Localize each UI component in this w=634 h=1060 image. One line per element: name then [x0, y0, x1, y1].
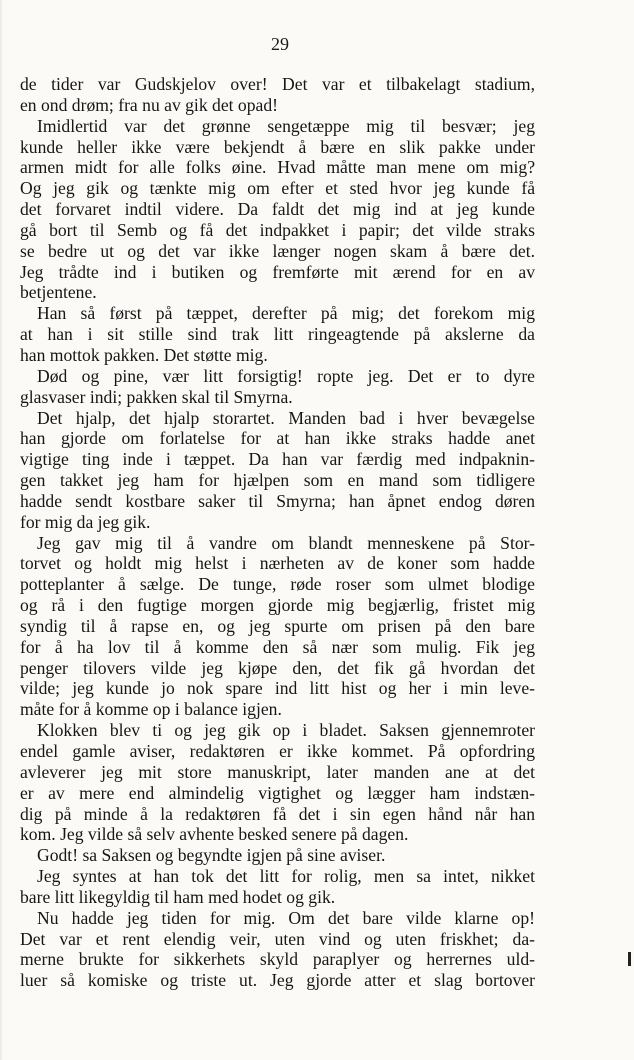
text-line: luer så komiske og triste ut. Jeg gjorde atter et slag bortover: [20, 970, 535, 991]
text-line: hadde sendt kostbare saker til Smyrna; han åpnet endog døren: [20, 490, 535, 511]
text-line: Imidlertid var det grønne sengetæppe mig til besvær; jeg: [37, 115, 535, 136]
text-line: dig på minde å la redaktøren få det i sin egen hånd når han: [20, 803, 535, 824]
text-line: gen takket jeg ham for hjælpen som en mand som tidligere: [20, 470, 535, 491]
text-line: Det hjalp, det hjalp storartet. Manden bad i hver bevægelse: [37, 407, 535, 428]
text-line: penger tilovers vilde jeg kjøpe den, det fik gå hvordan det: [20, 657, 535, 678]
text-line: at han i sit stille sind trak litt ringeagtende på akslerne da: [20, 324, 535, 345]
text-line: betjentene.: [20, 282, 97, 303]
text-line: måte for å komme op i balance igjen.: [20, 699, 282, 720]
text-line: bare litt likegyldig til ham med hodet og gik.: [20, 886, 336, 907]
text-line: Jeg syntes at han tok det litt for rolig, men sa intet, nikket: [37, 866, 535, 887]
text-line: kunde heller ikke være bekjendt å bære en slik pakke under: [20, 136, 535, 157]
text-line: er av mere end almindelig vigtighet og lægger ham indstæn-: [20, 782, 535, 803]
text-line: potteplanter å sælge. De tunge, røde roser som ulmet blodige: [20, 574, 535, 595]
text-line: de tider var Gudskjelov over! Det var et tilbakelagt stadium,: [20, 74, 535, 94]
text-line: en ond drøm; fra nu av gik det opad!: [20, 94, 278, 115]
text-line: Nu hadde jeg tiden for mig. Om det bare vilde klarne op!: [37, 907, 535, 928]
body-text: [20, 74, 535, 991]
text-line: Og jeg gik og tænkte mig om efter et sted hvor jeg kunde få: [20, 178, 535, 199]
text-line: han gjorde om forlatelse for at han ikke straks hadde anet: [20, 428, 535, 449]
text-line: torvet og holdt mig helst i nærheten av de koner som hadde: [20, 553, 535, 574]
text-line: merne brukte for sikkerhets skyld paraplyer og herrernes uld-: [20, 949, 535, 970]
text-line: Jeg gav mig til å vandre om blandt menneskene på Stor-: [37, 532, 535, 553]
text-line: armen midt for alle folks øine. Hvad måtte man mene om mig?: [20, 157, 535, 178]
edge-mark: [628, 952, 631, 966]
text-line: for å ha lov til å komme den så nær som mulig. Fik jeg: [20, 636, 535, 657]
text-line: se bedre ut og det var ikke længer nogen skam å bære det.: [20, 240, 535, 261]
text-line: Han så først på tæppet, derefter på mig; det forekom mig: [37, 303, 535, 324]
text-line: for mig da jeg gik.: [20, 511, 151, 532]
text-line: Det var et rent elendig veir, uten vind og uten friskhet; da-: [20, 928, 535, 949]
text-line: Klokken blev ti og jeg gik op i bladet. Saksen gjennemroter: [37, 720, 535, 741]
text-line: gå bort til Semb og få det indpakket i papir; det vilde straks: [20, 219, 535, 240]
text-line: syndig til å rapse en, og jeg spurte om prisen på den bare: [20, 615, 535, 636]
text-line: vilde; jeg kunde jo nok spare ind litt hist og her i min leve-: [20, 678, 535, 699]
text-line: han mottok pakken. Det støtte mig.: [20, 344, 268, 365]
text-line: endel gamle aviser, redaktøren er ikke kommet. På opfordring: [20, 741, 535, 761]
text-line: og rå i den fugtige morgen gjorde mig begjærlig, fristet mig: [20, 595, 535, 616]
page-number: 29: [271, 34, 289, 54]
text-line: glasvaser indi; pakken skal til Smyrna.: [20, 386, 293, 407]
text-line: Jeg trådte ind i butiken og fremførte mit ærend for en av: [20, 261, 535, 282]
text-line: avleverer jeg mit store manuskript, later manden ane at det: [20, 761, 535, 782]
text-line: vigtige ting inde i tæppet. Da han var færdig med indpaknin-: [20, 449, 535, 470]
text-line: Godt! sa Saksen og begyndte igjen på sine aviser.: [37, 845, 386, 866]
page-gutter-shadow: [0, 0, 3, 1060]
text-line: Død og pine, vær litt forsigtig! ropte jeg. Det er to dyre: [37, 365, 535, 386]
text-line: kom. Jeg vilde så selv avhente besked senere på dagen.: [20, 824, 409, 845]
text-line: det forvaret indtil videre. Da faldt det mig ind at jeg kunde: [20, 199, 535, 220]
